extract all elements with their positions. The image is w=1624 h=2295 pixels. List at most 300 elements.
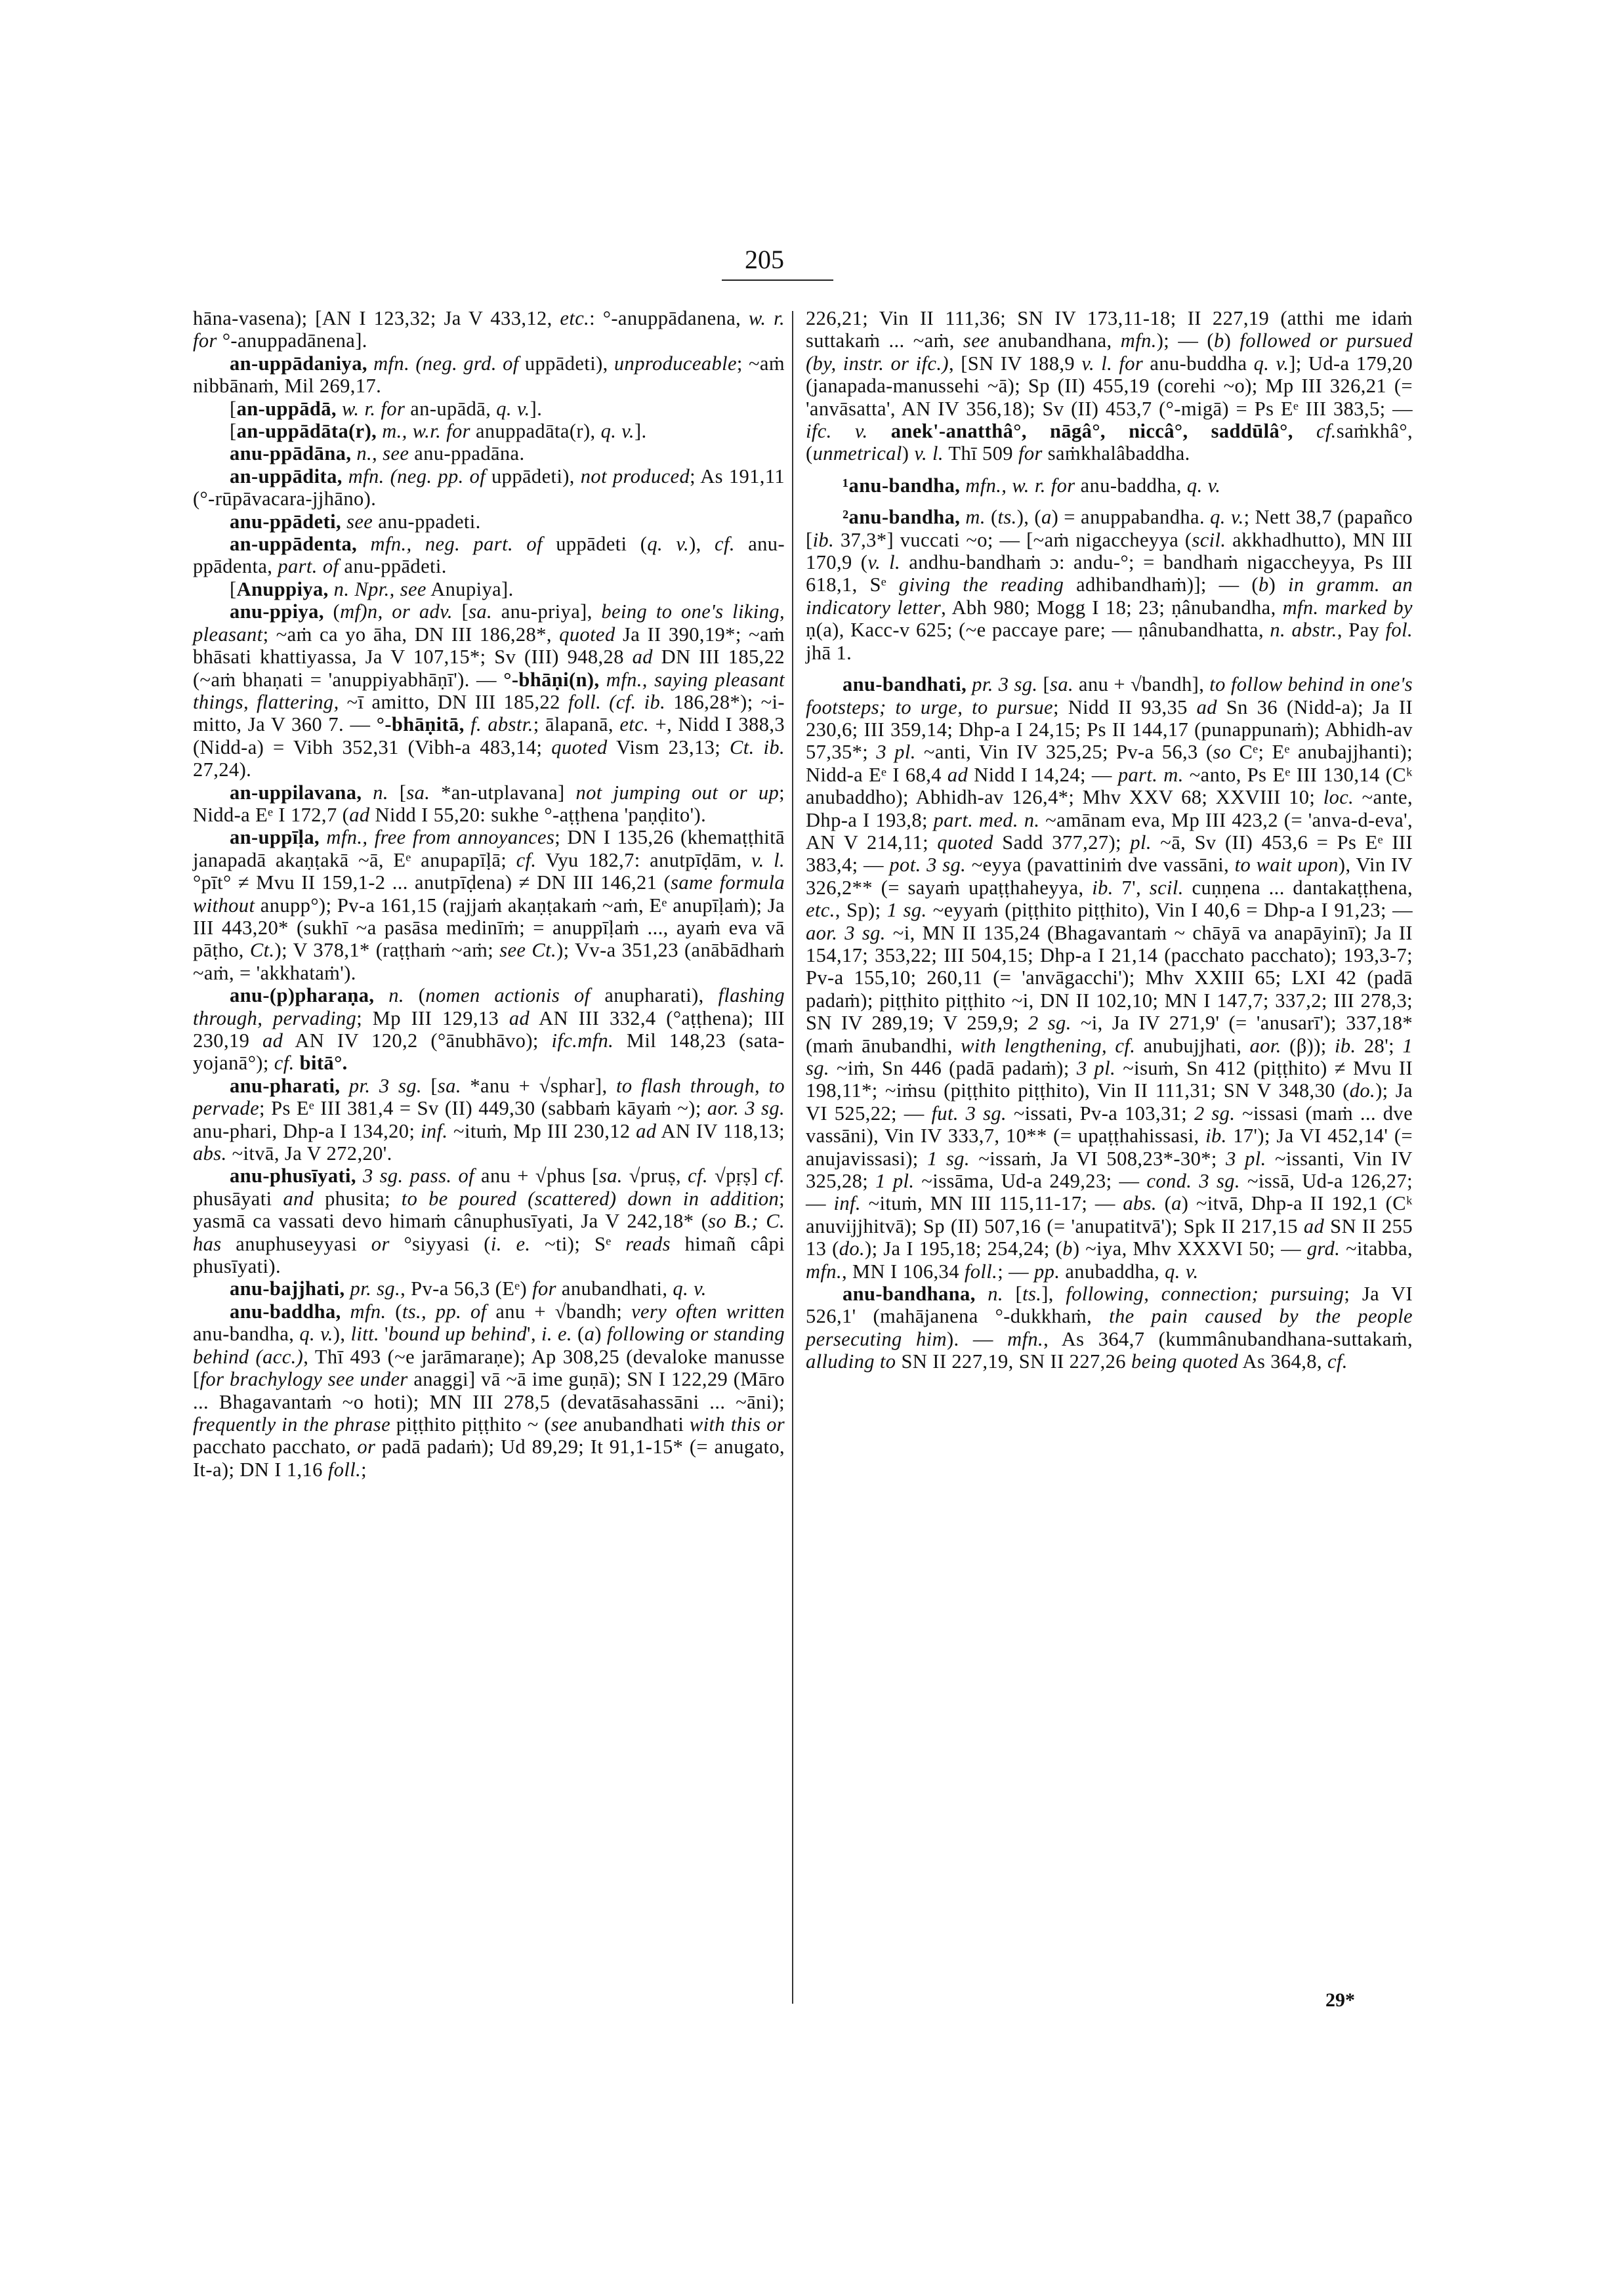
italic-gloss: not produced	[580, 465, 690, 487]
entry-text: ) ~iya, Mhv XXXVI 50; —	[1072, 1237, 1307, 1260]
entry-text: '	[379, 1323, 388, 1346]
headword: anu-pharati,	[230, 1074, 341, 1097]
italic-gloss: sa.	[406, 781, 430, 804]
italic-gloss: to flash through, to pervade	[193, 1074, 785, 1120]
italic-gloss: following, connection; pursuing	[1066, 1283, 1344, 1306]
italic-gloss: in gramm. an indicatory letter	[806, 573, 1413, 619]
italic-gloss: abs.	[193, 1142, 227, 1165]
italic-gloss: foll. (cf. ib.	[568, 690, 666, 713]
italic-gloss: cf.	[688, 1165, 708, 1188]
entry-text: phusāyati	[193, 1187, 283, 1210]
italic-gloss: or	[371, 1232, 390, 1255]
entry-text: , Abh 980; Mogg I 18; 23; ṇânubandha,	[941, 596, 1283, 619]
italic-gloss: mfn., w. r. for	[960, 474, 1075, 497]
italic-gloss: ts., pp. of	[402, 1300, 487, 1323]
headword: anu-baddha,	[230, 1300, 341, 1323]
entry-text: ~ā, Sv (II) 453,6 = Ps Eᵉ III 383,4; —	[806, 831, 1413, 877]
entry-text: [	[1003, 1283, 1023, 1306]
italic-gloss: same formula without	[193, 871, 785, 917]
entry-text: anu-ppādenta,	[193, 533, 785, 578]
dictionary-entry	[193, 398, 785, 420]
italic-gloss: see	[341, 510, 373, 533]
headword: °-bhāṇi(n),	[503, 668, 600, 691]
entry-text: ; Nett 38,7 (papañco [	[806, 506, 1413, 551]
entry-text: ~issanti, Vin IV 325,28;	[806, 1147, 1413, 1193]
italic-gloss: ib.	[1334, 1034, 1356, 1057]
entry-text: , As 364,7 (kummânubandhana-suttakaṁ,	[1043, 1327, 1413, 1350]
italic-gloss: cf.	[764, 1165, 785, 1188]
italic-gloss: mf)n, or adv.	[340, 600, 453, 623]
entry-text: ),	[689, 533, 715, 556]
italic-gloss: mfn. (neg. grd. of	[367, 352, 519, 375]
italic-gloss: with this or	[689, 1413, 785, 1436]
entry-text: anubandhana,	[989, 329, 1121, 352]
entry-text: anupp°); Pv-a 161,15 (rajjaṁ akaṇṭakaṁ ~aṁ, Eᵉ anupīḷaṁ); Ja III 443,20* (sukhī ~a pasāsa medinīṁ; = anuppīḷaṁ ..., ayaṁ eva vā pāṭho,	[193, 894, 785, 962]
italic-gloss: i. e.	[541, 1323, 572, 1346]
italic-gloss: v. l.	[751, 848, 785, 871]
italic-gloss: mfn.	[1120, 329, 1157, 352]
entry-text: ~ituṁ, Mp III 230,12	[448, 1119, 636, 1142]
entry-text: +, Nidd I 388,3 (Nidd-a) = Vibh 352,31 (Vibh-a 483,14;	[193, 713, 785, 758]
entry-text: ~isuṁ, Sn 412 (piṭṭhito) ≠ Mvu II 198,11*; ~iṁsu (piṭṭhito piṭṭhito), Vin II 111,31; SN V 348,30 (	[806, 1057, 1413, 1102]
entry-text: (	[572, 1323, 585, 1346]
column-divider	[792, 311, 793, 2004]
italic-gloss: b	[1214, 329, 1224, 352]
italic-gloss: pr. 3 sg.	[340, 1074, 422, 1097]
entry-text: (	[985, 506, 998, 529]
italic-gloss: i. e.	[490, 1232, 531, 1255]
entry-text: anu-priya],	[492, 600, 602, 623]
italic-gloss: pr. sg.	[344, 1277, 401, 1300]
headword: an-uppilavana,	[230, 781, 362, 804]
italic-gloss: mfn.	[1007, 1327, 1044, 1350]
entry-text: Nidd I 14,24; —	[968, 763, 1118, 786]
entry-text: *an-utplavana]	[430, 781, 576, 804]
dictionary-entry	[806, 673, 1413, 1283]
entry-text: [	[230, 397, 237, 420]
entry-text: anupharati),	[590, 984, 718, 1007]
entry-text: anuphuseyyasi	[221, 1232, 371, 1255]
headword: anu-(p)pharaṇa,	[230, 984, 375, 1007]
italic-gloss: sa.	[1050, 673, 1073, 696]
italic-gloss: with lengthening, cf.	[961, 1034, 1136, 1057]
italic-gloss: cf.	[1293, 420, 1337, 443]
entry-text: SN II 255 13 (	[806, 1214, 1413, 1260]
headword: an-uppādāta(r),	[236, 420, 377, 443]
headword: ¹anu-bandha,	[843, 474, 961, 497]
italic-gloss: mfn.	[806, 1260, 842, 1283]
italic-gloss: aor. 3 sg.	[806, 921, 886, 944]
entry-text: ); — (	[1156, 329, 1214, 352]
italic-gloss: mfn. (neg. pp. of	[342, 465, 486, 487]
entry-text: ~itabba,	[1340, 1237, 1413, 1260]
entry-text: DN III 185,22 (~aṁ bhaṇati = 'anuppiyabhāṇī'). —	[193, 646, 785, 691]
italic-gloss: ib.	[1092, 876, 1114, 899]
italic-gloss: q. v.	[1253, 352, 1289, 375]
entry-text: )	[1268, 573, 1289, 596]
italic-gloss: foll.	[327, 1458, 362, 1481]
entry-text: ; Ja VI 526,1' (mahājanena °-dukkhaṁ,	[806, 1283, 1413, 1328]
entry-text: ; Mp III 129,13	[356, 1006, 509, 1029]
italic-gloss: n.	[374, 984, 404, 1007]
entry-text: anubandhati,	[556, 1277, 673, 1300]
italic-gloss: etc.	[619, 713, 650, 736]
entry-text: ~issati, Pv-a 103,31;	[1007, 1102, 1194, 1125]
entry-text: [	[452, 600, 469, 623]
italic-gloss: alluding to	[806, 1350, 896, 1373]
italic-gloss: part. of	[278, 555, 339, 578]
headword: an-uppādita,	[230, 465, 343, 487]
dictionary-entry	[806, 506, 1413, 664]
italic-gloss: inf.	[833, 1192, 861, 1215]
headword: ²anu-bandha,	[843, 506, 961, 529]
entry-text: anu + √phus [	[474, 1165, 599, 1188]
entry-text: anu-bandha,	[193, 1323, 300, 1346]
italic-gloss: q. v.	[600, 420, 635, 443]
entry-text: √pruṣ,	[622, 1165, 688, 1188]
entry-text: pacchato pacchato,	[193, 1436, 358, 1458]
entry-text: As 364,8,	[1238, 1350, 1327, 1373]
entry-text: ~ti); Sᵉ	[530, 1232, 626, 1255]
italic-gloss: pp.	[1034, 1260, 1060, 1283]
italic-gloss: and	[283, 1187, 314, 1210]
italic-gloss: ad	[349, 803, 370, 826]
italic-gloss: fut. 3 sg.	[931, 1102, 1007, 1125]
entry-text: 17'); Ja VI 452,14' (= anujavissasi);	[806, 1125, 1413, 1170]
headword: an-uppīḷa,	[230, 826, 320, 849]
italic-gloss: quoted	[937, 831, 993, 854]
entry-text: (	[323, 600, 341, 623]
italic-gloss: scil.	[1149, 876, 1184, 899]
entry-text: ~eyya (pavattiniṁ dve vassāni,	[966, 854, 1235, 877]
entry-text: ~issaṁ, Ja VI 508,23*-30*;	[969, 1147, 1226, 1170]
italic-gloss: n.	[975, 1283, 1003, 1306]
italic-gloss: v. l.	[914, 442, 944, 465]
entry-text: ~amānam eva, Mp III 423,2 (= 'anva-d-eva', AN V 214,11;	[806, 808, 1413, 854]
italic-gloss: part. med. n.	[933, 808, 1040, 831]
headword: anu-ppādeti,	[230, 510, 342, 533]
italic-gloss: being quoted	[1131, 1350, 1239, 1373]
italic-gloss: see Ct.	[499, 939, 557, 962]
italic-gloss: 3 pl.	[1076, 1057, 1116, 1079]
entry-text: anubujjhati,	[1135, 1034, 1250, 1057]
italic-gloss: f. abstr.	[464, 713, 533, 736]
headword: anu-bajjhati,	[230, 1277, 345, 1300]
italic-gloss: w. r. for	[336, 397, 406, 420]
italic-gloss: the pain caused by the people persecuting him	[806, 1305, 1413, 1350]
italic-gloss: mfn. marked by	[1282, 596, 1413, 619]
italic-gloss: fol.	[1385, 619, 1413, 642]
entry-text: ~issā, Ud-a 126,27; —	[806, 1170, 1413, 1215]
italic-gloss: ad	[947, 763, 968, 786]
italic-gloss: q. v.	[1186, 474, 1221, 497]
entry-text: , Pv-a 56,3 (Eᵉ)	[400, 1277, 533, 1300]
italic-gloss: do.	[839, 1237, 865, 1260]
entry-text: ; As 191,11 (°-rūpāvacara-jjhāno).	[193, 465, 785, 510]
italic-gloss: a	[1171, 1192, 1182, 1215]
dictionary-entry	[193, 1300, 785, 1481]
italic-gloss: quoted	[559, 623, 615, 646]
headword: anek'-anatthâ°, nāgâ°, niccâ°, saddūlâ°,	[867, 420, 1293, 443]
entry-text: anubandhati	[577, 1413, 690, 1436]
italic-gloss: giving the reading	[898, 573, 1064, 596]
italic-gloss: 3 pl.	[876, 741, 916, 764]
signature-mark: 29*	[1325, 1989, 1355, 2011]
italic-gloss: do.	[1349, 1079, 1376, 1102]
entry-text: ~eyyaṁ (piṭṭhito piṭṭhito), Vin I 40,6 = Dhp-a I 91,23; —	[927, 899, 1413, 922]
italic-gloss: ib.	[1205, 1125, 1227, 1148]
entry-text: 28';	[1356, 1034, 1403, 1057]
italic-gloss: mfn.	[341, 1300, 386, 1323]
entry-text: ; DN I 135,26 (khemaṭṭhitā janapadā akaṇṭakā ~ā, Eᵉ anupapīḷā;	[193, 826, 785, 871]
italic-gloss: not jumping out or up	[575, 781, 780, 804]
italic-gloss: q. v.	[673, 1277, 707, 1300]
headword: bitā°.	[294, 1052, 348, 1075]
italic-gloss: to be poured (scattered) down in addition	[401, 1187, 780, 1210]
italic-gloss: n.	[362, 781, 388, 804]
entry-text: anu-ppādeti.	[339, 555, 447, 578]
entry-text: °siyyasi (	[389, 1232, 491, 1255]
italic-gloss: ad	[509, 1006, 530, 1029]
headword: anu-phusīyati,	[230, 1165, 356, 1188]
entry-text: Thī 509	[943, 442, 1018, 465]
entry-continuation	[193, 307, 785, 352]
entry-text: 226,21; Vin II 111,36; SN IV 173,11-18; II 227,19 (atthi me idaṁ suttakaṁ ... ~aṁ,	[806, 307, 1413, 352]
italic-gloss: n. Npr., see	[328, 577, 427, 600]
entry-text: ); V 378,1* (raṭṭhaṁ ~aṁ;	[274, 939, 500, 962]
italic-gloss: grd.	[1306, 1237, 1341, 1260]
italic-gloss: b	[1062, 1237, 1073, 1260]
italic-gloss: cf.	[274, 1052, 295, 1075]
entry-text: , Thī 493 (~e jarāmaraṇe); Ap 308,25 (devaloke manusse [	[193, 1345, 785, 1391]
entry-text: ].	[530, 397, 543, 420]
entry-text: (β));	[1281, 1034, 1335, 1057]
entry-text: ṇ(a), Kacc-v 625; (~e paccaye pare; — ṇânubandhatta,	[806, 619, 1270, 642]
entry-text: Mil 148,23 (sata-yojanā°);	[193, 1029, 785, 1075]
headword: Anuppiya,	[236, 577, 329, 600]
italic-gloss: sa.	[598, 1165, 623, 1188]
italic-gloss: pot. 3 sg.	[889, 854, 967, 877]
entry-text: anu-buddha	[1143, 352, 1254, 375]
italic-gloss: flashing through, pervading	[193, 984, 785, 1029]
entry-text: ; Ps Eᵉ III 381,4 = Sv (II) 449,30 (sabbaṁ kāyaṁ ~);	[259, 1097, 707, 1120]
italic-gloss: ts.	[1022, 1283, 1042, 1306]
entry-text: SN II 227,19, SN II 227,26	[896, 1350, 1131, 1373]
dictionary-entry	[193, 1165, 785, 1277]
entry-text: cuṇṇena ... dantakaṭṭhena,	[1183, 876, 1413, 899]
italic-gloss: scil.	[1192, 528, 1226, 551]
dictionary-entry	[193, 352, 785, 398]
italic-gloss: w. r. for	[193, 307, 785, 352]
entry-text: ].	[634, 420, 647, 443]
italic-gloss: n., see	[351, 442, 409, 465]
entry-text: Anupiya].	[426, 577, 514, 600]
entry-text: AN IV 118,13;	[656, 1119, 785, 1142]
italic-gloss: ad	[1303, 1214, 1325, 1237]
italic-gloss: for	[532, 1277, 556, 1300]
italic-gloss: to wait upon	[1234, 854, 1339, 877]
italic-gloss: a	[1041, 506, 1052, 529]
italic-gloss: see	[963, 329, 990, 352]
dictionary-entry	[193, 442, 785, 465]
entry-text: Nidd I 55,20: sukhe °-aṭṭhena 'paṇḍito').	[369, 803, 707, 826]
italic-gloss: 3 pl.	[1226, 1147, 1266, 1170]
entry-text: [	[230, 577, 237, 600]
headword: anu-bandhati,	[843, 673, 967, 696]
italic-gloss: bound up behind	[388, 1323, 528, 1346]
italic-gloss: ad	[632, 646, 653, 669]
entry-text: °pīt° ≠ Mvu II 159,1-2 ... anutpīḍena) ≠ DN III 146,21 (	[193, 871, 671, 894]
italic-gloss: a	[584, 1323, 595, 1346]
entry-text: (	[1156, 1192, 1172, 1215]
italic-gloss: mfn., saying pleasant things, flattering,	[193, 668, 785, 713]
italic-gloss: v. l.	[867, 551, 901, 574]
entry-text: )	[902, 442, 915, 465]
entry-text: anu-ppadāna.	[409, 442, 525, 465]
entry-text: anu-phari, Dhp-a I 134,20;	[193, 1119, 421, 1142]
italic-gloss: loc.	[1323, 786, 1354, 809]
entry-text: ;	[361, 1458, 367, 1481]
italic-gloss: being to one's liking, pleasant	[193, 600, 785, 646]
entry-text: ), Vin IV 326,2** (= sayaṁ upaṭṭhaheyya,	[806, 854, 1413, 899]
italic-gloss: see	[551, 1413, 578, 1436]
italic-gloss: inf.	[420, 1119, 448, 1142]
entry-text: Sn 36 (Nidd-a); Ja II 230,6; III 359,14; Dhp-a I 24,15; Ps II 144,17 (punappunaṁ); Abhidh-av 57,35*;	[806, 695, 1413, 764]
italic-gloss: ifc.mfn.	[551, 1029, 614, 1052]
italic-gloss: 1 pl.	[875, 1170, 915, 1193]
italic-gloss: litt.	[350, 1323, 379, 1346]
entry-text: ) ~itvā, Dhp-a II 192,1 (Cᵏ anuvijjhitvā); Sp (II) 507,16 (= 'anupatitvā'); Spk II 217,15	[806, 1192, 1413, 1237]
italic-gloss: abs.	[1123, 1192, 1157, 1215]
entry-text: padā padaṁ); Ud 89,29; It 91,1-15* (= anugato, It-a); DN I 1,16	[193, 1436, 785, 1481]
italic-gloss: 1 sg.	[886, 899, 927, 922]
italic-gloss: or	[357, 1436, 376, 1458]
italic-gloss: for	[1018, 442, 1043, 465]
italic-gloss: pr. 3 sg.	[967, 673, 1038, 696]
italic-gloss: ts.	[997, 506, 1017, 529]
entry-text: anu + √bandh;	[486, 1300, 632, 1323]
entry-text: ],	[1041, 1283, 1066, 1306]
italic-gloss: n. abstr.	[1270, 619, 1337, 642]
entry-text: 27,24).	[193, 758, 252, 781]
italic-gloss: q. v.	[299, 1323, 333, 1346]
entry-text: ]; Ud-a 179,20 (janapada-manussehi ~ā); Sp (II) 455,19 (corehi ~o); Mp III 326,21 (= 'anvāsatta', AN IV 356,18); Sv (II) 453,7 (°-migā) = Ps Eᵉ III 383,5; —	[806, 352, 1413, 420]
entry-text: Vism 23,13;	[607, 735, 730, 758]
entry-text: ~iṁ, Sn 446 (padā padaṁ);	[829, 1057, 1077, 1079]
italic-gloss: frequently in the phrase	[193, 1413, 391, 1436]
italic-gloss: sa.	[437, 1074, 461, 1097]
entry-text: ),	[333, 1323, 351, 1346]
entry-text: (	[386, 1300, 402, 1323]
entry-text: ), (	[1016, 506, 1041, 529]
italic-gloss: aor.	[1249, 1034, 1281, 1057]
entry-text: ~ituṁ, MN III 115,11-17; —	[860, 1192, 1123, 1215]
italic-gloss: aor. 3 sg.	[707, 1097, 785, 1120]
entry-text: , Pay	[1337, 619, 1386, 642]
entry-continuation	[806, 307, 1413, 465]
entry-text: ; —	[997, 1260, 1035, 1283]
entry-text: ; Nidd II 93,35	[1052, 695, 1197, 718]
italic-gloss: ifc. v.	[806, 420, 868, 443]
entry-text: ); Vv-a 351,23 (anābādhaṁ ~aṁ, = 'akkhataṁ').	[193, 939, 785, 984]
italic-gloss: sa.	[468, 600, 493, 623]
entry-text: [	[421, 1074, 438, 1097]
entry-text: himañ câpi phusīyati).	[193, 1232, 785, 1278]
dictionary-entry	[193, 984, 785, 1075]
italic-gloss: ib.	[812, 528, 835, 551]
headword: an-uppādā,	[236, 397, 337, 420]
italic-gloss: q. v.	[647, 533, 690, 556]
italic-gloss: very often written	[631, 1300, 785, 1323]
entry-text: ~i, Ja IV 271,9' (= 'anusarī'); 337,18* (maṁ ānubandhi,	[806, 1012, 1413, 1057]
dictionary-entry	[193, 1277, 785, 1300]
italic-gloss: following or standing behind (acc.)	[193, 1323, 785, 1368]
italic-gloss: cf.	[516, 848, 537, 871]
italic-gloss: Ct. ib.	[729, 735, 785, 758]
italic-gloss: ad	[636, 1119, 657, 1142]
italic-gloss: foll.	[964, 1260, 998, 1283]
dictionary-entry	[193, 533, 785, 578]
entry-text: , Sp);	[835, 899, 887, 922]
entry-text: ; yasmā ca vassati devo himaṁ cânuphusīyati, Ja V 242,18* (	[193, 1187, 785, 1233]
entry-text: anu-baddha,	[1075, 474, 1187, 497]
entry-text: AN III 332,4 (°aṭṭhena); III 230,19	[193, 1006, 785, 1052]
italic-gloss: reads	[625, 1232, 671, 1255]
italic-gloss: followed or pursued (by, instr. or ifc.)	[806, 329, 1413, 375]
dictionary-entry	[193, 420, 785, 442]
entry-text: AN IV 120,2 (°ānubhāvo);	[283, 1029, 552, 1052]
entry-text: ; Nidd-a Eᵉ I 172,7 (	[193, 781, 785, 826]
italic-gloss: part. m.	[1117, 763, 1184, 786]
headword: °-bhāṇitā,	[376, 713, 465, 736]
italic-gloss: b	[1258, 573, 1269, 596]
dictionary-entry	[806, 474, 1413, 497]
entry-text: ~ī amitto, DN III 185,22	[339, 690, 568, 713]
entry-text: [	[230, 420, 237, 443]
entry-text: uppādeti (	[542, 533, 648, 556]
italic-gloss: ad	[262, 1029, 283, 1052]
dictionary-entry	[193, 578, 785, 600]
entry-text: ~anto, Ps Eᵉ III 130,14 (Cᵏ anubaddho); Abhidh-av 126,4*; Mhv XXV 68; XXVIII 10;	[806, 763, 1413, 809]
entry-text: ~i, MN II 135,24 (Bhagavantaṁ ~ chāyā va anapāyinī); Ja II 154,17; 353,22; III 504,15; Dhp-a I 21,14 (pacchato pacchato); 193,3-7; Pv-a 155,10; 260,11 (= 'anvāgacchi'); Mhv XXIII 65; LXI 42 (padā padaṁ); piṭṭhito piṭṭhito ~i, DN II 102,10; MN I 147,7; 337,2; III 278,3; SN IV 289,19; V 259,9;	[806, 921, 1413, 1035]
entry-text: [	[388, 781, 407, 804]
entry-text: piṭṭhito piṭṭhito ~ (	[390, 1413, 551, 1436]
entry-text: ',	[527, 1323, 542, 1346]
entry-text: phusita;	[314, 1187, 402, 1210]
italic-gloss: 1 sg.	[806, 1034, 1413, 1079]
italic-gloss: cf.	[715, 533, 735, 556]
entry-text: ~ante, Dhp-a I 193,8;	[806, 786, 1413, 831]
entry-text: ) = anuppabandha.	[1051, 506, 1211, 529]
entry-text: 186,28*); ~i-mitto, Ja V 360 7. —	[193, 690, 785, 736]
italic-gloss: to follow behind in one's footsteps; to urge, to pursue	[806, 673, 1413, 718]
entry-text: anuppadāta(r),	[470, 420, 601, 443]
dictionary-entry	[806, 1283, 1413, 1373]
italic-gloss: quoted	[551, 735, 608, 758]
italic-gloss: v. l. for	[1081, 352, 1144, 375]
dictionary-entry	[193, 510, 785, 533]
italic-gloss: q. v.	[1165, 1260, 1199, 1283]
entry-text: 7',	[1113, 876, 1150, 899]
italic-gloss: for brachylogy see under	[199, 1368, 408, 1391]
headword: anu-bandhana,	[843, 1283, 976, 1306]
left-column	[193, 307, 785, 1481]
entry-text: )	[594, 1323, 607, 1346]
entry-text: saṁkhalâbaddha.	[1042, 442, 1190, 465]
italic-gloss: q. v.	[1210, 506, 1244, 529]
page-number-rule	[722, 279, 833, 281]
entry-text: anubaddha,	[1060, 1260, 1165, 1283]
